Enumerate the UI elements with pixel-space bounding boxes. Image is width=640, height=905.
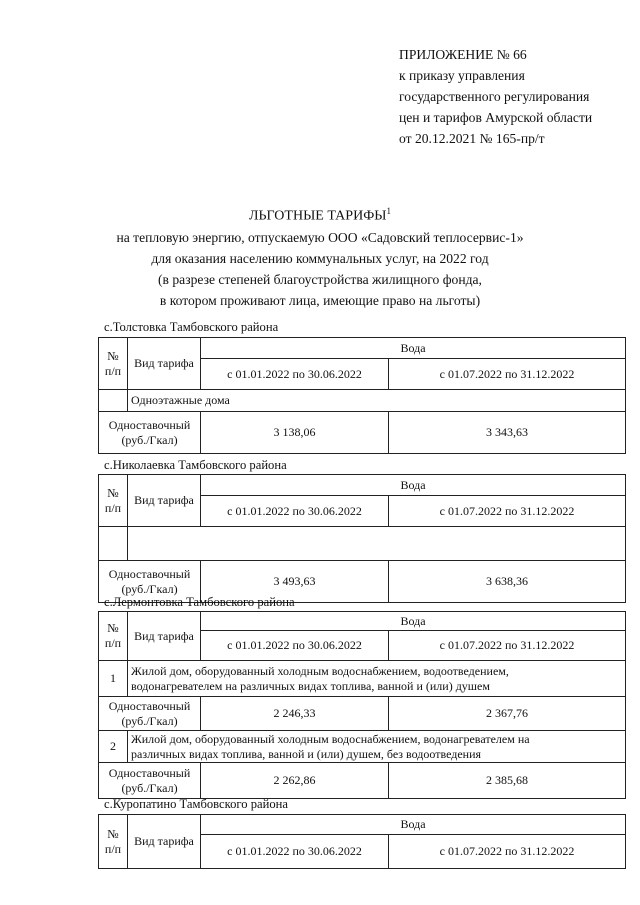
tariff-value-period1: 3 138,06 [201, 412, 389, 454]
appendix-date-line: от 20.12.2021 № 165-пр/т [399, 131, 545, 146]
appendix-authority-line: государственного регулирования [399, 89, 590, 104]
col-tariff-type-header: Вид тарифа [128, 815, 201, 869]
col-period1-header: с 01.01.2022 по 30.06.2022 [201, 359, 389, 390]
row-number: 2 [99, 731, 128, 763]
location-kuropatino: с.Куропатино Тамбовского района [104, 797, 288, 811]
tariff-table-tolstovka [98, 337, 626, 454]
row-number: 1 [99, 661, 128, 697]
tariff-table-kuropatino [98, 814, 626, 869]
col-period2-header: с 01.07.2022 по 31.12.2022 [389, 359, 626, 390]
document-title [60, 201, 580, 311]
rate-label: Одноставочный (руб./Гкал) [99, 561, 201, 603]
tariff-table-lermontovka [98, 611, 626, 799]
location-lermontovka: с.Лермонтовка Тамбовского района [104, 595, 295, 609]
col-period2-header: с 01.07.2022 по 31.12.2022 [389, 835, 626, 869]
rate-label: Одноставочный (руб./Гкал) [99, 412, 201, 454]
appendix-order-line: к приказу управления [399, 68, 525, 83]
tariff-value-period1: 3 493,63 [201, 561, 389, 603]
title-main: ЛЬГОТНЫЕ ТАРИФЫ$^1$ [249, 206, 391, 224]
col-num-header: № п/п [99, 475, 128, 527]
tariff-value-period1: 2 246,33 [201, 697, 389, 731]
title-line-2: на тепловую энергию, отпускаемую ООО «Садовский теплосервис-1» [116, 229, 524, 245]
col-period2-header: с 01.07.2022 по 31.12.2022 [389, 631, 626, 661]
location-tolstovka: с.Толстовка Тамбовского района [104, 320, 279, 334]
title-line-4: (в разрезе степеней благоустройства жилищного фонда, [158, 271, 482, 287]
col-period2-header: с 01.07.2022 по 31.12.2022 [389, 496, 626, 527]
col-period1-header: с 01.01.2022 по 30.06.2022 [201, 496, 389, 527]
tariff-value-period2: 3 638,36 [389, 561, 626, 603]
col-water-header: Вода [201, 612, 626, 631]
col-num-header: № п/п [99, 612, 128, 661]
rate-label: Одноставочный (руб./Гкал) [99, 763, 201, 799]
appendix-header [399, 44, 592, 149]
col-num-header: № п/п [99, 815, 128, 869]
col-period1-header: с 01.01.2022 по 30.06.2022 [201, 835, 389, 869]
col-tariff-type-header: Вид тарифа [128, 612, 201, 661]
housing-description: Жилой дом, оборудованный холодным водоснабжением, водоотведением, водонагревателем на различных видах топлива, ванной и (или) душем [128, 661, 626, 697]
tariff-value-period1: 2 262,86 [201, 763, 389, 799]
col-period1-header: с 01.01.2022 по 30.06.2022 [201, 631, 389, 661]
col-tariff-type-header: Вид тарифа [128, 338, 201, 390]
housing-description: Жилой дом, оборудованный холодным водоснабжением, водонагревателем на различных видах топлива, ванной и (или) душем, без водоотведения [128, 731, 626, 763]
housing-type [128, 527, 626, 561]
tariff-value-period2: 3 343,63 [389, 412, 626, 454]
col-water-header: Вода [201, 815, 626, 835]
tariff-value-period2: 2 367,76 [389, 697, 626, 731]
appendix-region-line: цен и тарифов Амурской области [399, 110, 593, 125]
tariff-table-nikolaevka [98, 474, 626, 603]
housing-type: Одноэтажные дома [128, 390, 626, 412]
rate-label: Одноставочный (руб./Гкал) [99, 697, 201, 731]
tariff-value-period2: 2 385,68 [389, 763, 626, 799]
footnote-mark: 1 [386, 206, 391, 216]
col-water-header: Вода [201, 338, 626, 359]
col-water-header: Вода [201, 475, 626, 496]
title-line-3: для оказания населению коммунальных услуг, на 2022 год [151, 250, 489, 266]
col-tariff-type-header: Вид тарифа [128, 475, 201, 527]
col-num-header: № п/п [99, 338, 128, 390]
title-line-5: в котором проживают лица, имеющие право на льготы) [159, 292, 481, 308]
appendix-number: ПРИЛОЖЕНИЕ № 66 [399, 47, 527, 62]
location-nikolaevka: с.Николаевка Тамбовского района [104, 458, 287, 472]
